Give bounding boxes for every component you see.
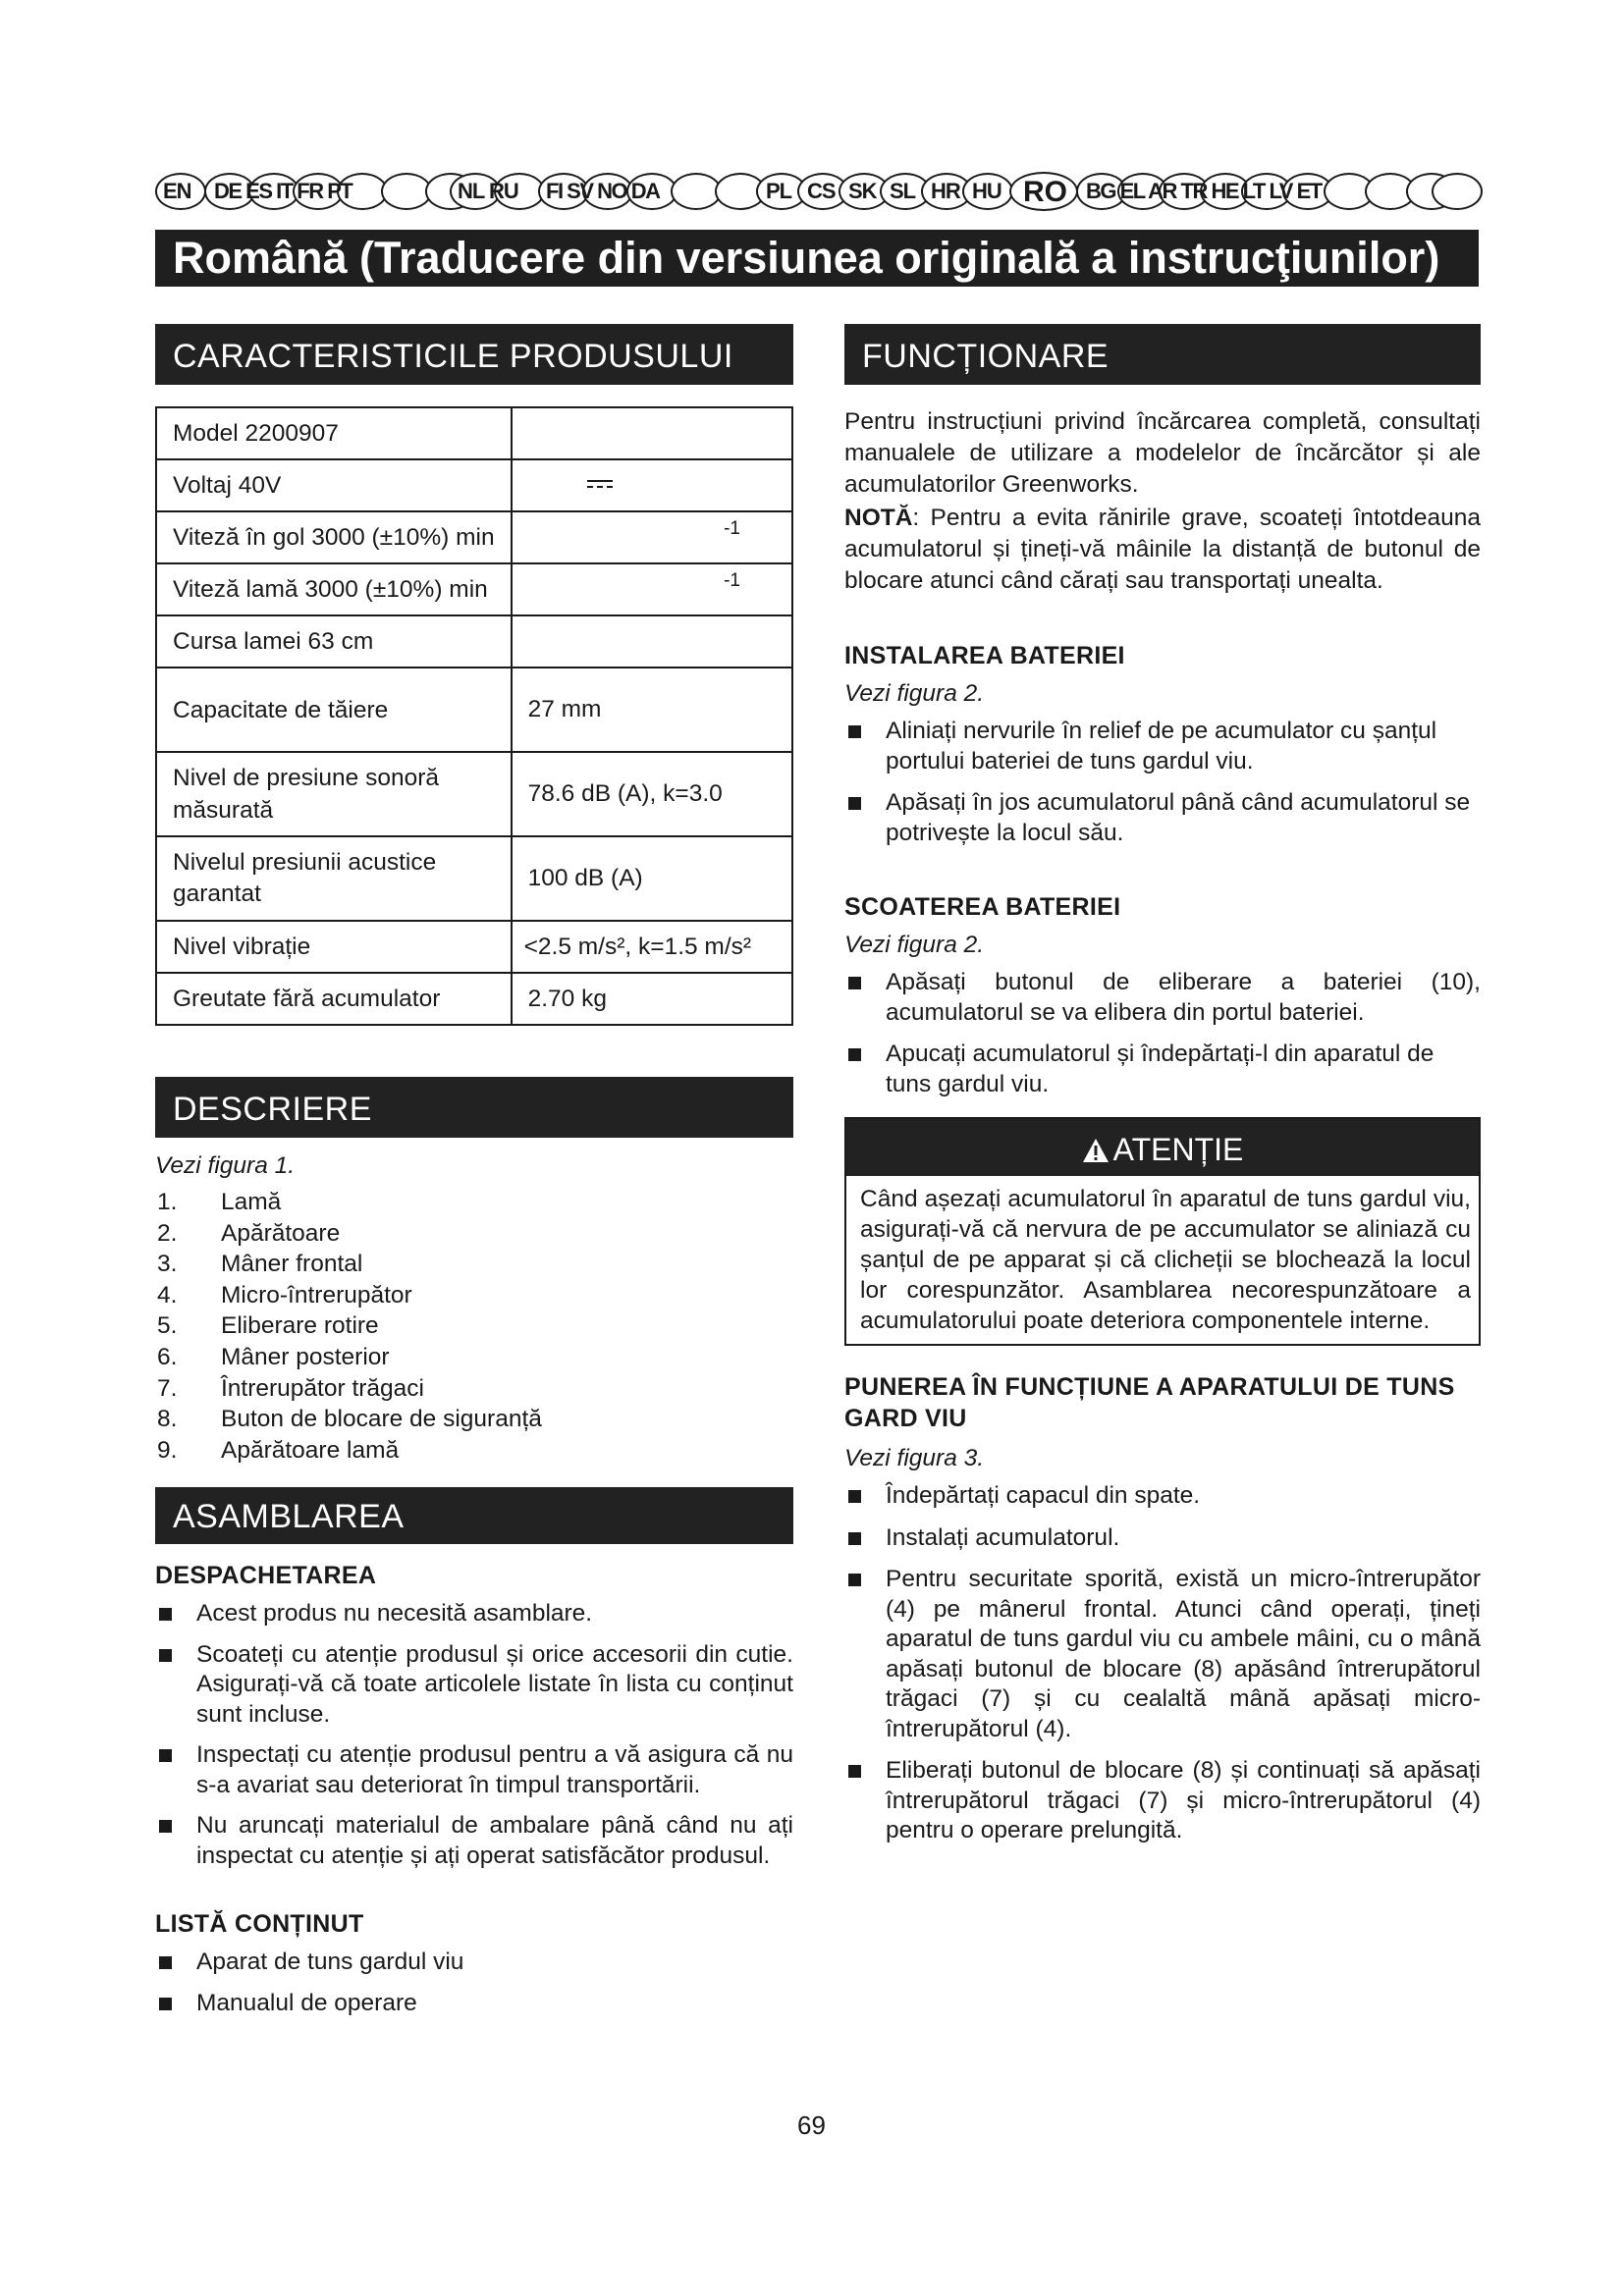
lang-oval [1432,173,1483,210]
page-number: 69 [797,2110,826,2140]
install-list [844,717,1481,848]
spec-label: Nivel de presiune sonoră măsurată [156,752,512,836]
superscript: -1 [724,518,740,539]
table-row [156,667,792,752]
list-item: 9. Apărătoare lamă [157,1436,400,1464]
page-title: Română (Traducere din versiunea originală a instrucţiunilor) [155,230,1479,287]
lang-tab-cs-label: CS [807,179,836,203]
table-row [156,973,792,1025]
spec-label: Capacitate de tăiere [156,667,512,752]
spec-label: Nivel vibrație [156,921,512,973]
spec-value: 78.6 dB (A), k=3.0 [512,752,792,836]
subheading-contents: LISTĂ CONȚINUT [155,1910,364,1939]
figure-reference: Vezi figura 1. [155,1152,296,1179]
list-item: Inspectați cu atenție produsul pentru a vă asigura că nu s-a avariat sau deteriorat în timpul transportării. [155,1740,793,1800]
lang-tab-pl-label: PL [766,179,792,203]
spec-value-dc [512,459,792,511]
lang-tab-sl-label: SL [890,179,916,203]
figure-reference: Vezi figura 3. [844,1445,985,1471]
spec-value: 27 mm [512,667,792,752]
list-item: Pentru securitate sporită, există un micro-întrerupător (4) pe mânerul frontal. Atunci când operați, țineți aparatul de tuns gardul viu cu ambele mâini, cu o mână apăsați butonul de blocare (8) apăsând întrerupătorul trăgaci (7) și cu cealaltă mână apăsați micro-întrerupătorul (4). [844,1565,1481,1744]
table-row [156,836,792,921]
spec-value [512,407,792,459]
spec-label: Cursa lamei 63 cm [156,615,512,667]
spec-label: Nivelul presiunii acustice garantat [156,836,512,921]
list-item: Apăsați în jos acumulatorul până când acumulatorul se potrivește la locul său. [844,788,1481,848]
lang-group-3[interactable]: FI SV NO DA [546,179,660,203]
superscript: -1 [724,570,740,591]
lang-tab-ro-label: RO [1023,176,1067,208]
section-heading-description: DESCRIERE [155,1077,793,1138]
lang-tab-sk-label: SK [848,179,877,203]
spec-label: Viteză în gol 3000 (±10%) min [156,511,512,563]
list-item: 7. Întrerupător trăgaci [157,1374,424,1402]
table-row [156,511,792,563]
list-item: Aparat de tuns gardul viu [155,1948,793,1978]
table-row [156,921,792,973]
spec-value [512,615,792,667]
warning-header [846,1119,1479,1176]
section-heading-assembly: ASAMBLAREA [155,1487,793,1544]
warning-text: Când așezați acumulatorul în aparatul de tuns gardul viu, asigurați-vă că nervura de pe accumulator se aliniază cu șanțul de pe apparat și că clicheții se blochează la locul lor corespunzător. Asamblarea necorespunzătoare a acumulatorului poate deteriora componentele interne. [860,1186,1471,1334]
note-paragraph [844,503,1481,597]
intro-paragraph: Pentru instrucțiuni privind încărcarea completă, consultați manualele de utilizare a modelelor de încărcător și ale acumulatorilor Greenworks. [844,408,1481,498]
list-item: Manualul de operare [155,1989,793,2019]
list-item: 1. Lamă [157,1189,282,1215]
parts-list [155,1187,793,1466]
spec-value: 100 dB (A) [512,836,792,921]
spec-value: 2.70 kg [512,973,792,1025]
figure-reference: Vezi figura 2. [844,680,985,707]
lang-group-4[interactable]: BG EL AR TR HE LT LV ET [1086,179,1322,203]
figure-reference: Vezi figura 2. [844,932,985,958]
lang-tab-en-label: EN [163,179,191,203]
left-column [155,324,793,2018]
subheading-start-hedge-trimmer: PUNEREA ÎN FUNCȚIUNE A APARATULUI DE TUNS GARD VIU [844,1373,1455,1432]
lang-tab-hr-label: HR [931,179,960,203]
note-label: NOTĂ [844,505,913,531]
list-item: 6. Mâner posterior [157,1343,390,1370]
spec-table [155,406,793,1026]
list-item: Instalați acumulatorul. [844,1523,1481,1554]
table-row [156,563,792,615]
warning-title: ATENȚIE [1112,1132,1244,1167]
list-item: 8. Buton de blocare de siguranță [157,1406,542,1433]
list-item: Apucați acumulatorul și îndepărtați-l din aparatul de tuns gardul viu. [844,1040,1481,1099]
warning-triangle-icon [1082,1138,1110,1163]
contents-list [155,1948,793,2018]
list-item: Apăsați butonul de eliberare a bateriei (10), acumulatorul se va elibera din portul bateriei. [844,968,1481,1028]
list-item: 3. Mâner frontal [157,1251,363,1278]
table-row [156,459,792,511]
list-item: Aliniați nervurile în relief de pe acumulator cu șanțul portului bateriei de tuns gardul viu. [844,717,1481,776]
dc-symbol-icon [587,479,613,489]
table-row [156,752,792,836]
spec-label: Greutate fără acumulator [156,973,512,1025]
list-item: 5. Eliberare rotire [157,1312,379,1340]
section-heading-operation: FUNCȚIONARE [844,324,1481,385]
note-text: : Pentru a evita rănirile grave, scoateți întotdeauna acumulatorul și țineți-vă mâinile la distanță de butonul de blocare atunci când cărați sau transportați unealta. [844,505,1481,594]
section-heading-specs: CARACTERISTICILE PRODUSULUI [155,324,793,385]
lang-tab-hu-label: HU [972,179,1001,203]
spec-label: Viteză lamă 3000 (±10%) min [156,563,512,615]
lang-group-2[interactable]: NL RU [458,179,518,203]
list-item: Îndepărtați capacul din spate. [844,1481,1481,1512]
warning-box [844,1117,1481,1346]
spec-value [512,511,792,563]
unpacking-list [155,1599,793,1871]
list-item: Scoateți cu atenție produsul și orice accesorii din cutie. Asigurați-vă că toate articolele listate în lista cu conținut sunt incluse. [155,1640,793,1731]
subheading-install-battery: INSTALAREA BATERIEI [844,642,1125,669]
right-column [844,324,1481,1846]
spec-value: <2.5 m/s², k=1.5 m/s² [512,921,792,973]
remove-list [844,968,1481,1099]
subheading-unpacking: DESPACHETAREA [155,1562,377,1590]
spec-label: Voltaj 40V [156,459,512,511]
spec-value [512,563,792,615]
language-tabs [155,173,1481,212]
lang-group-1[interactable]: DE ES IT FR PT [214,179,352,203]
list-item: 2. Apărătoare [157,1219,341,1247]
list-item: 4. Micro-întrerupător [157,1281,412,1308]
table-row [156,615,792,667]
subheading-remove-battery: SCOATEREA BATERIEI [844,893,1121,921]
list-item: Eliberați butonul de blocare (8) și continuați să apăsați întrerupătorul trăgaci (7) și micro-întrerupătorul (4) pentru o operare prelungită. [844,1756,1481,1846]
spec-label: Model 2200907 [156,407,512,459]
table-row [156,407,792,459]
start-list [844,1481,1481,1846]
list-item: Acest produs nu necesită asamblare. [155,1599,793,1629]
list-item: Nu aruncați materialul de ambalare până când nu ați inspectat cu atenție și ați operat satisfăcător produsul. [155,1811,793,1871]
